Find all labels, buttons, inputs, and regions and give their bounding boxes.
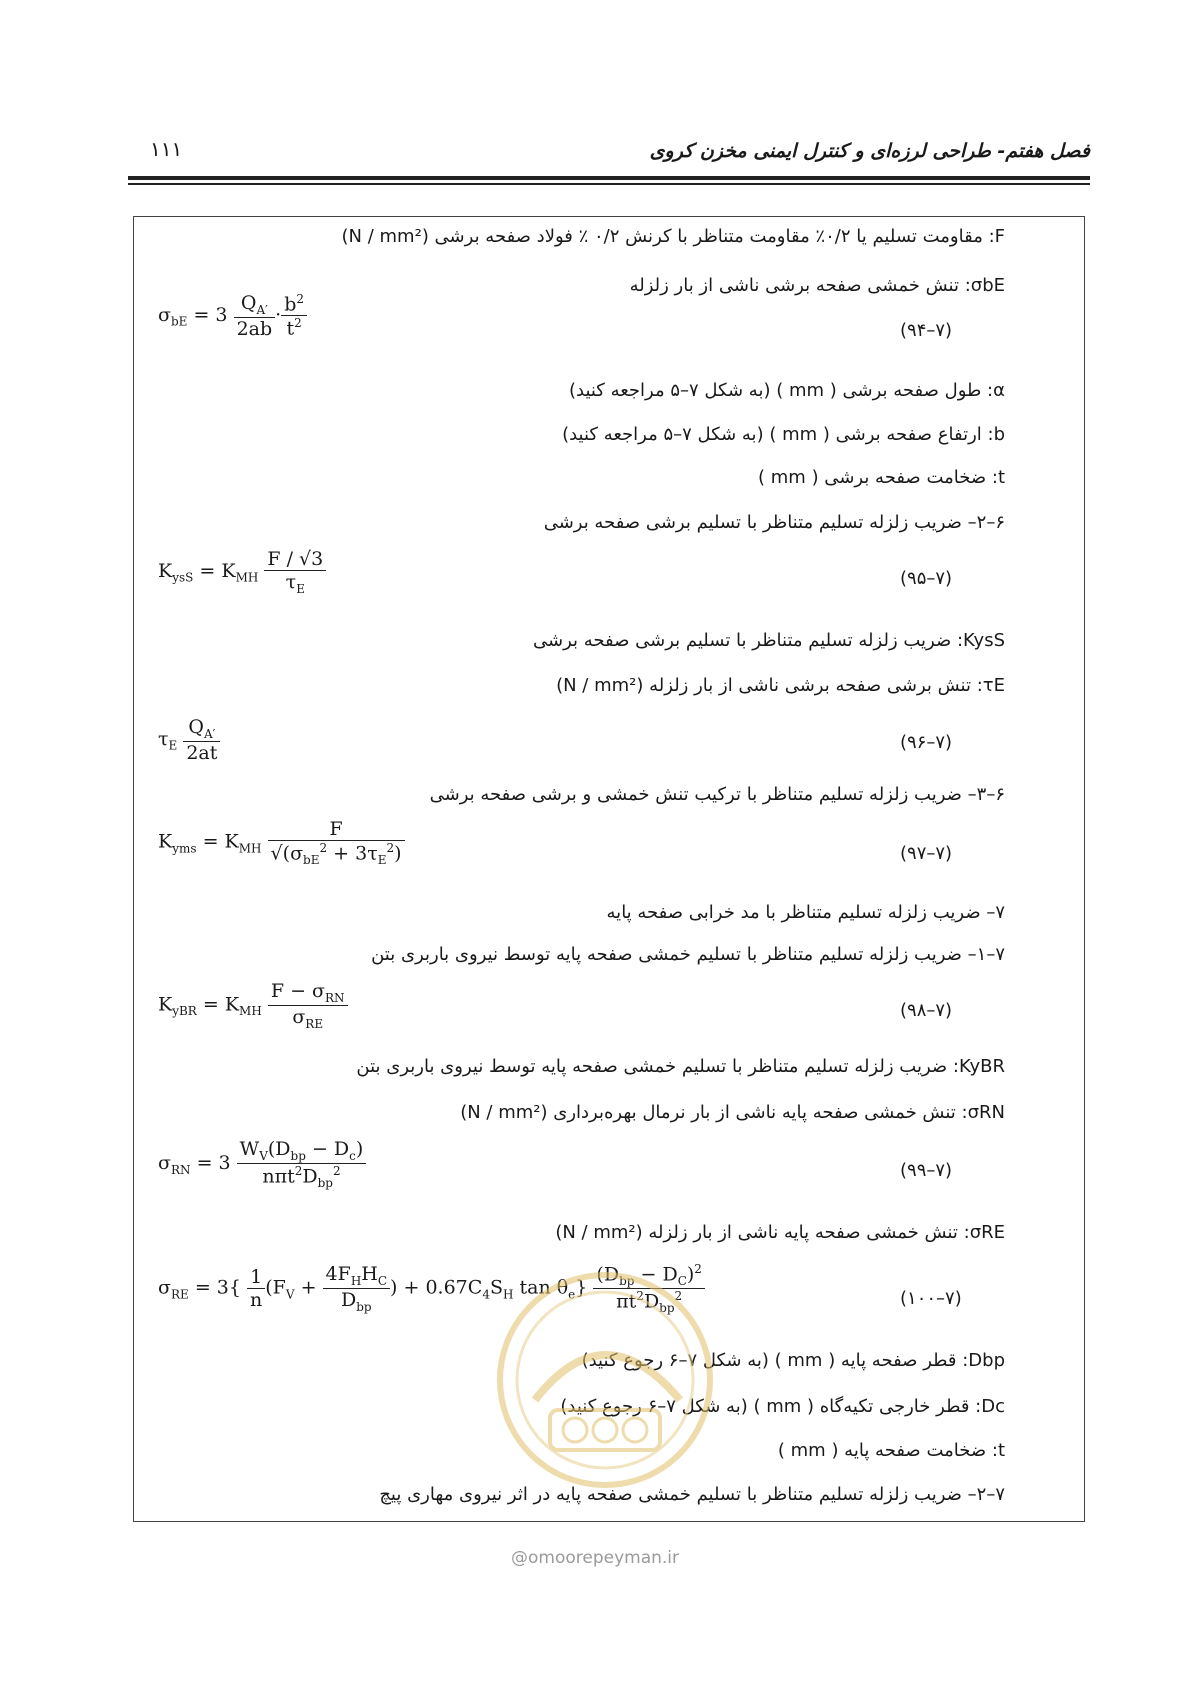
- equation-number-94: (۹۴–۷): [900, 320, 953, 341]
- equation-number-100: (۱۰۰–۷): [900, 1288, 962, 1309]
- definition-Dbp: Dbp: قطر صفحه پایه ( mm ) (به شکل ۷–۶ رجوع کنید): [581, 1350, 1005, 1371]
- definition-F: F: مقاومت تسلیم یا ۰/۲٪ مقاومت متناظر با کرنش ۰/۲ ٪ فولاد صفحه برشی (N / mm²): [341, 226, 1005, 247]
- equation-number-96: (۹۶–۷): [900, 732, 953, 753]
- definition-t-base: t: ضخامت صفحه پایه ( mm ): [777, 1440, 1005, 1461]
- definition-KysS: KysS: ضریب زلزله تسلیم متناظر با تسلیم برشی صفحه برشی: [533, 630, 1005, 651]
- section-7-heading: ۷– ضریب زلزله تسلیم متناظر با مد خرابی صفحه پایه: [606, 902, 1005, 923]
- formula-100: $\sigma_{RE} = 3${ $\frac{1}{n}$ ($F_V$ + $\frac{4F_HH_C}{D_{bp}}$ ) + $0.67C_4S_H$ $\tan \theta_e$} $\frac{(D_{bp} - D_C)^2}{\pi t^2D_{bp}^2}$: [158, 1262, 705, 1315]
- definition-Dc: Dc: قطر خارجی تکیه‌گاه ( mm ) (به شکل ۷–۶ رجوع کنید): [560, 1396, 1005, 1417]
- definition-sigma-RE: σRE: تنش خمشی صفحه پایه ناشی از بار زلزله (N / mm²): [555, 1222, 1005, 1243]
- section-7-1-heading: ۷–۱– ضریب زلزله تسلیم متناظر با تسلیم خمشی صفحه پایه توسط نیروی باربری بتن: [371, 944, 1005, 965]
- definition-alpha: α: طول صفحه برشی ( mm ) (به شکل ۷–۵ مراجعه کنید): [568, 380, 1005, 401]
- formula-97: $K_{yms} = K_{MH}$ $\frac{F}{√(\sigma_{bE}^2 + 3\tau_E^2)}$: [158, 818, 405, 867]
- watermark-seal-icon: [455, 1250, 755, 1510]
- header-rule-thin: [128, 183, 1090, 185]
- footer-watermark-text: @omoorepeyman.ir: [510, 1548, 680, 1568]
- equation-number-95: (۹۵–۷): [900, 568, 953, 589]
- formula-99: $\sigma_{RN} = 3$ $\frac{W_V(D_{bp} - D_c)}{n\pi t^2D_{bp}^2}$: [158, 1138, 366, 1190]
- chapter-title: فصل هفتم- طراحی لرزه‌ای و کنترل ایمنی مخزن کروی: [649, 140, 1090, 162]
- formula-94: $\sigma_{bE} = 3$ $\frac{Q_{A'}}{2ab}$ · $\frac{b^2}{t^2}$: [158, 292, 307, 340]
- header-rule-thick: [128, 176, 1090, 180]
- section-6-2-heading: ۶–۲– ضریب زلزله تسلیم متناظر با تسلیم برشی صفحه برشی: [543, 512, 1005, 533]
- equation-number-97: (۹۷–۷): [900, 843, 953, 864]
- page-number: ۱۱۱: [150, 137, 183, 161]
- formula-96: $\tau_E$ $\frac{Q_{A'}}{2at}$: [158, 716, 220, 764]
- definition-tau-E: τE: تنش برشی صفحه برشی ناشی از بار زلزله (N / mm²): [556, 675, 1005, 696]
- definition-sigma-RN: σRN: تنش خمشی صفحه پایه ناشی از بار نرمال بهره‌برداری (N / mm²): [460, 1102, 1005, 1123]
- equation-number-99: (۹۹–۷): [900, 1160, 953, 1181]
- equation-number-98: (۹۸–۷): [900, 1000, 953, 1021]
- definition-KyBR: KyBR: ضریب زلزله تسلیم متناظر با تسلیم خمشی صفحه پایه توسط نیروی باربری بتن: [356, 1056, 1005, 1077]
- formula-98: $K_{yBR} = K_{MH}$ $\frac{F - \sigma_{RN}}{\sigma_{RE}}$: [158, 980, 348, 1031]
- section-7-2-heading: ۷–۲– ضریب زلزله تسلیم متناظر با تسلیم خمشی صفحه پایه در اثر نیروی مهاری پیچ: [379, 1484, 1005, 1505]
- definition-sigma-bE: σbE: تنش خمشی صفحه برشی ناشی از بار زلزله: [629, 275, 1005, 296]
- definition-b: b: ارتفاع صفحه برشی ( mm ) (به شکل ۷–۵ مراجعه کنید): [562, 424, 1005, 445]
- definition-t: t: ضخامت صفحه برشی ( mm ): [758, 467, 1005, 488]
- formula-95: $K_{ysS} = K_{MH}$ $\frac{F / √3}{\tau_E}$: [158, 548, 326, 596]
- section-6-3-heading: ۶–۳– ضریب زلزله تسلیم متناظر با ترکیب تنش خمشی و برشی صفحه برشی: [429, 784, 1005, 805]
